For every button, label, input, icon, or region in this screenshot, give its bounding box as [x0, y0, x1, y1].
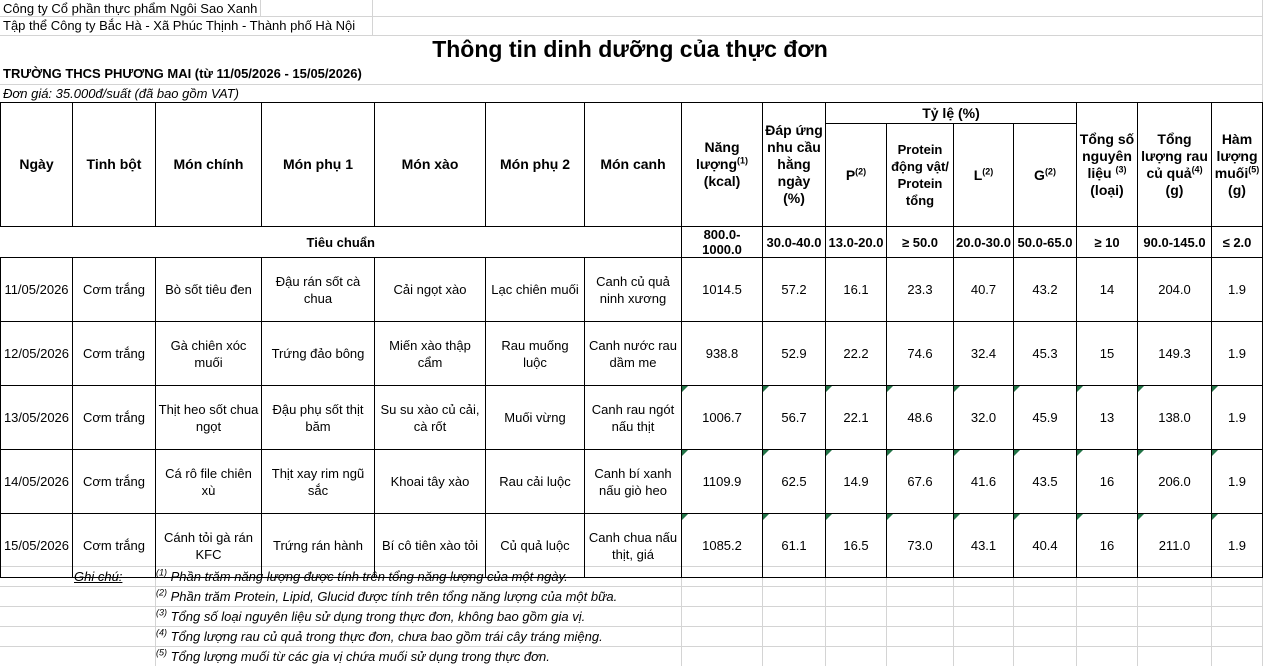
table-row: [1, 322, 1263, 386]
col-header-muoi: [1212, 103, 1263, 227]
table-row: [1, 450, 1263, 514]
cell-l: 32.4: [954, 322, 1014, 386]
cell-muoi: 1.9: [1212, 258, 1263, 322]
p-label: P: [845, 166, 856, 183]
cell-mon-phu-1: Trứng đảo bông: [262, 322, 375, 386]
tong-nguyen-lieu-unit: (loại): [1090, 181, 1124, 198]
note-row: [0, 647, 1263, 667]
cell-muoi: 1.9: [1212, 514, 1263, 578]
rau-cu-sup: (4): [1191, 163, 1203, 174]
col-header-nang-luong: [682, 103, 763, 227]
cell-mon-xao: Su su xào củ cải, cà rốt: [375, 386, 486, 450]
cell-l: 32.0: [954, 386, 1014, 450]
note-body: Tổng lượng muối từ các gia vị chứa muối sử dụng trong thực đơn.: [170, 649, 550, 664]
cell-ngay: 12/05/2026: [1, 322, 73, 386]
note-body: Tổng lượng rau củ quả trong thực đơn, chưa bao gồm trái cây tráng miệng.: [170, 629, 603, 644]
note-text: [156, 607, 585, 627]
cell-tinh-bot: Cơm trắng: [73, 386, 156, 450]
cell-g: 40.4: [1014, 514, 1077, 578]
cell-mon-phu-1: Đậu rán sốt cà chua: [262, 258, 375, 322]
cell-p: 22.1: [826, 386, 887, 450]
cell-kcal: 1085.2: [682, 514, 763, 578]
note-sup: (3): [156, 607, 167, 618]
col-header-l: [954, 124, 1014, 227]
note-row: [0, 607, 1263, 627]
nang-luong-sup: (1): [737, 155, 749, 166]
cell-protein: 67.6: [887, 450, 954, 514]
cell-p: 16.5: [826, 514, 887, 578]
cell-mon-phu-2: Muối vừng: [486, 386, 585, 450]
cell-mon-chinh: Gà chiên xóc muối: [156, 322, 262, 386]
muoi-sup: (5): [1248, 163, 1260, 174]
school-name: TRƯỜNG THCS PHƯƠNG MAI (từ 11/05/2026 - 15/05/2026): [3, 66, 362, 81]
cell-dap-ung: 62.5: [763, 450, 826, 514]
cell-g: 43.5: [1014, 450, 1077, 514]
col-header-tong-nguyen-lieu: [1077, 103, 1138, 227]
col-header-ty-le: Tỷ lệ (%): [826, 103, 1077, 124]
rau-cu-label: Tổng lượng rau củ quả: [1141, 130, 1208, 181]
cell-g: 45.3: [1014, 322, 1077, 386]
notes-section: [0, 567, 1263, 667]
cell-dap-ung: 56.7: [763, 386, 826, 450]
nang-luong-unit: (kcal): [703, 173, 741, 189]
col-header-rau-cu: [1138, 103, 1212, 227]
cell-l: 40.7: [954, 258, 1014, 322]
standard-label: Tiêu chuẩn: [1, 227, 682, 258]
col-header-mon-phu-2: Món phụ 2: [486, 103, 585, 227]
cell-mon-xao: Miến xào thập cẩm: [375, 322, 486, 386]
cell-mon-xao: Bí cô tiên xào tỏi: [375, 514, 486, 578]
cell-rau: 206.0: [1138, 450, 1212, 514]
note-sup: (1): [156, 567, 167, 578]
cell-protein: 23.3: [887, 258, 954, 322]
tong-nguyen-lieu-label: Tổng số nguyên liệu: [1079, 130, 1135, 181]
col-header-tinh-bot: Tinh bột: [73, 103, 156, 227]
l-label: L: [973, 166, 983, 183]
note-row: [0, 567, 1263, 587]
cell-dap-ung: 61.1: [763, 514, 826, 578]
cell-rau: 211.0: [1138, 514, 1212, 578]
cell-ngay: 15/05/2026: [1, 514, 73, 578]
company-name: Công ty Cổ phần thực phẩm Ngôi Sao Xanh: [3, 1, 258, 16]
cell-l: 43.1: [954, 514, 1014, 578]
cell-muoi: 1.9: [1212, 386, 1263, 450]
cell-nguyen-lieu: 13: [1077, 386, 1138, 450]
note-text: [156, 647, 550, 667]
nang-luong-line1: Năng: [704, 139, 740, 155]
cell-dap-ung: 57.2: [763, 258, 826, 322]
muoi-label: Hàm lượng muối: [1214, 130, 1258, 181]
note-row: [0, 627, 1263, 647]
cell-p: 22.2: [826, 322, 887, 386]
cell-mon-phu-2: Củ quả luộc: [486, 514, 585, 578]
col-header-mon-chinh: Món chính: [156, 103, 262, 227]
cell-mon-phu-1: Đậu phụ sốt thịt băm: [262, 386, 375, 450]
std-p: 13.0-20.0: [826, 227, 887, 258]
cell-mon-xao: Cải ngọt xào: [375, 258, 486, 322]
cell-kcal: 1014.5: [682, 258, 763, 322]
cell-p: 14.9: [826, 450, 887, 514]
cell-mon-canh: Canh chua nấu thịt, giá: [585, 514, 682, 578]
cell-g: 45.9: [1014, 386, 1077, 450]
cell-mon-chinh: Bò sốt tiêu đen: [156, 258, 262, 322]
cell-mon-canh: Canh bí xanh nấu giò heo: [585, 450, 682, 514]
cell-mon-phu-1: Thịt xay rim ngũ sắc: [262, 450, 375, 514]
cell-g: 43.2: [1014, 258, 1077, 322]
std-rau: 90.0-145.0: [1138, 227, 1212, 258]
cell-mon-chinh: Thịt heo sốt chua ngọt: [156, 386, 262, 450]
col-header-g: [1014, 124, 1077, 227]
col-header-p: [826, 124, 887, 227]
standard-row: [1, 227, 1263, 258]
cell-muoi: 1.9: [1212, 322, 1263, 386]
cell-mon-canh: Canh củ quả ninh xương: [585, 258, 682, 322]
col-header-mon-xao: Món xào: [375, 103, 486, 227]
cell-nguyen-lieu: 16: [1077, 514, 1138, 578]
cell-nguyen-lieu: 16: [1077, 450, 1138, 514]
cell-nguyen-lieu: 15: [1077, 322, 1138, 386]
std-dap-ung: 30.0-40.0: [763, 227, 826, 258]
std-nguyen-lieu: ≥ 10: [1077, 227, 1138, 258]
col-header-ngay: Ngày: [1, 103, 73, 227]
cell-protein: 74.6: [887, 322, 954, 386]
cell-mon-chinh: Cánh tỏi gà rán KFC: [156, 514, 262, 578]
cell-nguyen-lieu: 14: [1077, 258, 1138, 322]
g-sup: (2): [1044, 165, 1056, 176]
cell-dap-ung: 52.9: [763, 322, 826, 386]
note-body: Tổng số loại nguyên liệu sử dụng trong thực đơn, không bao gồm gia vị.: [170, 609, 586, 624]
note-sup: (2): [156, 587, 167, 598]
note-text: [156, 627, 603, 647]
tong-nguyen-lieu-sup: (3): [1115, 163, 1127, 174]
nang-luong-line2: lượng: [695, 156, 738, 172]
note-row: [0, 587, 1263, 607]
cell-ngay: 13/05/2026: [1, 386, 73, 450]
cell-rau: 138.0: [1138, 386, 1212, 450]
col-header-protein: Protein động vật/ Protein tổng: [887, 124, 954, 227]
cell-mon-chinh: Cá rô file chiên xù: [156, 450, 262, 514]
company-address: Tập thể Công ty Bắc Hà - Xã Phúc Thịnh - Thành phố Hà Nội: [3, 18, 356, 33]
cell-l: 41.6: [954, 450, 1014, 514]
col-header-mon-phu-1: Món phụ 1: [262, 103, 375, 227]
cell-kcal: 938.8: [682, 322, 763, 386]
nutrition-table: [0, 102, 1263, 578]
cell-tinh-bot: Cơm trắng: [73, 514, 156, 578]
cell-kcal: 1109.9: [682, 450, 763, 514]
note-body: Phần trăm Protein, Lipid, Glucid được tính trên tổng năng lượng của một bữa.: [170, 589, 618, 604]
note-sup: (4): [156, 627, 167, 638]
unit-price: Đơn giá: 35.000đ/suất (đã bao gồm VAT): [3, 86, 239, 101]
cell-tinh-bot: Cơm trắng: [73, 258, 156, 322]
cell-mon-canh: Canh rau ngót nấu thịt: [585, 386, 682, 450]
cell-mon-phu-2: Lạc chiên muối: [486, 258, 585, 322]
note-text: [156, 587, 617, 607]
cell-ngay: 11/05/2026: [1, 258, 73, 322]
cell-mon-canh: Canh nước rau dầm me: [585, 322, 682, 386]
cell-protein: 73.0: [887, 514, 954, 578]
cell-mon-xao: Khoai tây xào: [375, 450, 486, 514]
col-header-mon-canh: Món canh: [585, 103, 682, 227]
page-title: Thông tin dinh dưỡng của thực đơn: [432, 36, 828, 62]
cell-tinh-bot: Cơm trắng: [73, 322, 156, 386]
cell-mon-phu-2: Rau muống luộc: [486, 322, 585, 386]
note-sup: (5): [156, 647, 167, 658]
std-muoi: ≤ 2.0: [1212, 227, 1263, 258]
table-row: [1, 386, 1263, 450]
cell-mon-phu-1: Trứng rán hành: [262, 514, 375, 578]
rau-cu-unit: (g): [1165, 181, 1184, 198]
std-kcal: 800.0-1000.0: [682, 227, 763, 258]
cell-kcal: 1006.7: [682, 386, 763, 450]
note-text: [156, 567, 568, 587]
table-row: [1, 258, 1263, 322]
cell-mon-phu-2: Rau cải luộc: [486, 450, 585, 514]
muoi-unit: (g): [1228, 181, 1246, 198]
cell-ngay: 14/05/2026: [1, 450, 73, 514]
cell-muoi: 1.9: [1212, 450, 1263, 514]
col-header-dap-ung: Đáp ứng nhu cầu hằng ngày (%): [763, 103, 826, 227]
notes-label: Ghi chú:: [74, 569, 123, 584]
g-label: G: [1034, 166, 1045, 183]
cell-rau: 204.0: [1138, 258, 1212, 322]
std-l: 20.0-30.0: [954, 227, 1014, 258]
std-protein: ≥ 50.0: [887, 227, 954, 258]
l-sup: (2): [982, 165, 994, 176]
std-g: 50.0-65.0: [1014, 227, 1077, 258]
cell-protein: 48.6: [887, 386, 954, 450]
cell-tinh-bot: Cơm trắng: [73, 450, 156, 514]
p-sup: (2): [855, 165, 867, 176]
note-body: Phần trăm năng lượng được tính trên tổng năng lượng của một ngày.: [170, 569, 568, 584]
cell-p: 16.1: [826, 258, 887, 322]
cell-rau: 149.3: [1138, 322, 1212, 386]
